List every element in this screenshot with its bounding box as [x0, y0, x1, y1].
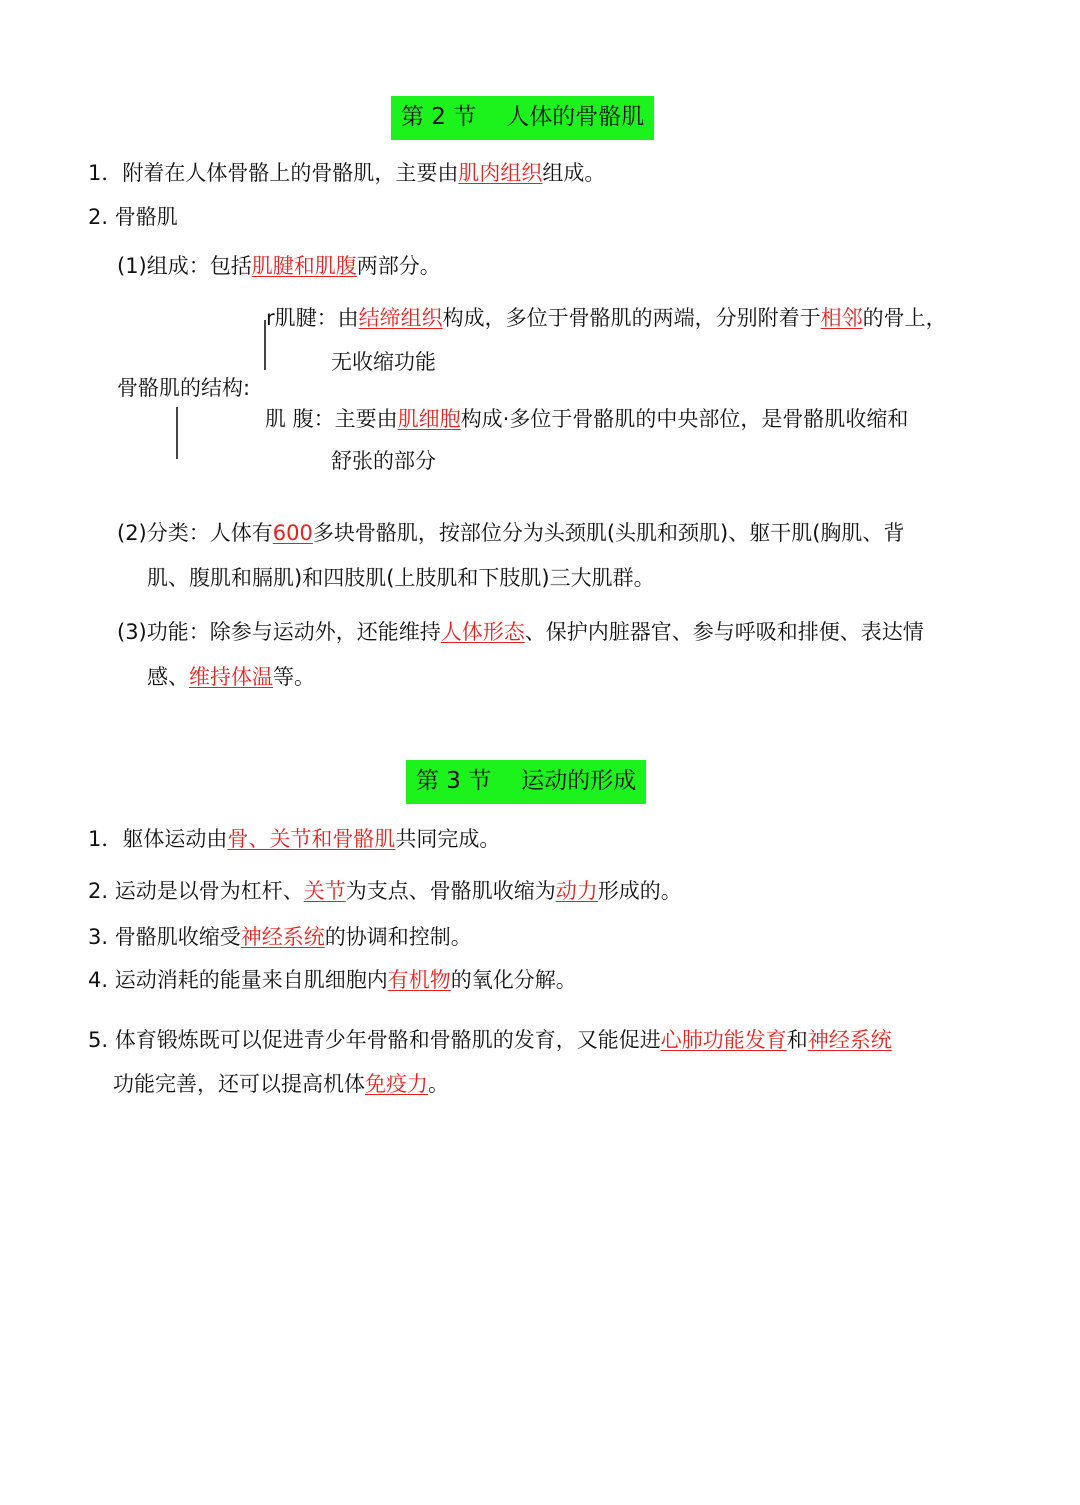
item-text: (3)功能：除参与运动外，还能维持	[117, 620, 441, 644]
item-text: 功能完善，还可以提高机体	[113, 1072, 365, 1096]
answer-joint: 关节	[303, 879, 346, 903]
section-3-item-1	[88, 829, 500, 850]
belly-line-1	[265, 409, 908, 430]
structure-label: 骨骼肌的结构:	[117, 376, 251, 400]
item-text: 构成，多位于骨骼肌的两端，分别附着于	[442, 306, 821, 330]
answer-adjacent: 相邻	[820, 306, 863, 330]
answer-cardiopulmonary: 心肺功能发育	[660, 1028, 787, 1052]
section-3-title	[406, 760, 646, 804]
composition-line	[117, 256, 441, 277]
section-3-title-number: 第 3 节	[416, 768, 492, 794]
item-text: 、保护内脏器官、参与呼吸和排便、表达情	[524, 620, 924, 644]
item-text: 形成的。	[597, 879, 682, 903]
item-text: 多块骨骼肌，按部位分为头颈肌(头肌和颈肌)、躯干肌(胸肌、背	[312, 521, 905, 545]
item-text: 的骨上，	[862, 306, 947, 330]
section-3-item-5-line-1	[88, 1030, 892, 1051]
section-3-item-2	[88, 881, 682, 902]
item-text: 3. 骨骼肌收缩受	[88, 925, 241, 949]
item-text: 。	[428, 1072, 449, 1096]
answer-600: 600	[272, 521, 313, 545]
belly-line-2: 舒张的部分	[331, 449, 436, 473]
section-3-item-5-line-2	[113, 1074, 449, 1095]
answer-muscle-cell: 肌细胞	[397, 407, 461, 431]
item-text: (1)组成：包括	[117, 254, 252, 278]
tendon-line-2: 无收缩功能	[331, 350, 436, 374]
item-text: 5. 体育锻炼既可以促进青少年骨骼和骨骼肌的发育，又能促进	[88, 1028, 661, 1052]
tendon-line-1	[266, 308, 947, 329]
item-text: 的氧化分解。	[450, 968, 577, 992]
item-text: 肌 腹：主要由	[265, 407, 398, 431]
answer-tendon-and-belly: 肌腱和肌腹	[251, 254, 357, 278]
item-text: 4. 运动消耗的能量来自肌细胞内	[88, 968, 388, 992]
item-text: r肌腱：由	[266, 306, 359, 330]
item-text: 构成·多位于骨骼肌的中央部位，是骨骼肌收缩和	[460, 407, 909, 431]
answer-body-shape: 人体形态	[440, 620, 525, 644]
item-text: 共同完成。	[395, 827, 501, 851]
item-text: 的协调和控制。	[324, 925, 472, 949]
section-2-item-2-heading: 2. 骨骼肌	[88, 205, 178, 229]
answer-power: 动力	[555, 879, 598, 903]
section-2-title-number: 第 2 节	[401, 104, 477, 130]
section-3-item-4	[88, 970, 577, 991]
answer-body-temperature: 维持体温	[189, 665, 273, 689]
item-text: 感、	[147, 665, 189, 689]
function-line-1	[117, 622, 924, 643]
item-text: 两部分。	[356, 254, 441, 278]
section-3-title-text: 运动的形成	[521, 768, 637, 794]
item-text: 组成。	[542, 161, 606, 185]
item-text: 1．躯体运动由	[88, 827, 228, 851]
item-text: 1．附着在人体骨骼上的骨骼肌，主要由	[88, 161, 459, 185]
section-2-title-text: 人体的骨骼肌	[506, 104, 645, 130]
answer-organic-matter: 有机物	[387, 968, 451, 992]
structure-bracket-lower	[176, 407, 178, 459]
function-line-2	[147, 667, 315, 688]
item-text: 为支点、骨骼肌收缩为	[345, 879, 556, 903]
section-3-item-3	[88, 927, 472, 948]
answer-nervous-system: 神经系统	[240, 925, 325, 949]
classification-line-1	[117, 523, 904, 544]
answer-muscle-tissue: 肌肉组织	[458, 161, 543, 185]
item-text: 和	[786, 1028, 808, 1052]
item-text: (2)分类：人体有	[117, 521, 273, 545]
answer-nervous-system-2: 神经系统	[807, 1028, 892, 1052]
answer-immunity: 免疫力	[365, 1072, 428, 1096]
item-text: 等。	[273, 665, 315, 689]
section-2-item-1	[88, 163, 605, 184]
answer-connective-tissue: 结缔组织	[358, 306, 443, 330]
answer-bone-joint-muscle: 骨、关节和骨骼肌	[227, 827, 396, 851]
section-2-title	[391, 96, 654, 140]
classification-line-2: 肌、腹肌和膈肌)和四肢肌(上肢肌和下肢肌)三大肌群。	[147, 566, 655, 590]
item-text: 2. 运动是以骨为杠杆、	[88, 879, 304, 903]
